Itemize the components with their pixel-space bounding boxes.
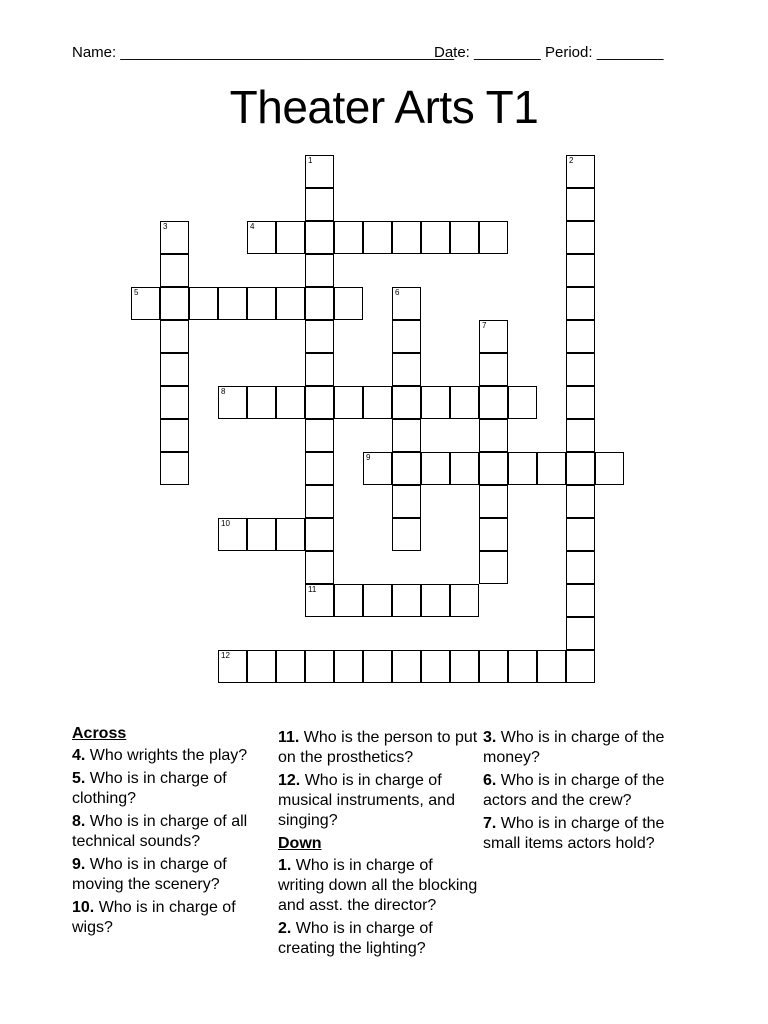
clue-text: Who is in charge of the small items actors hold? xyxy=(483,815,665,852)
grid-cell[interactable] xyxy=(508,452,537,485)
clue-text: Who is the person to put on the prosthetics? xyxy=(278,729,478,766)
grid-cell[interactable] xyxy=(566,287,595,320)
grid-cell[interactable] xyxy=(363,221,392,254)
grid-cell[interactable] xyxy=(363,386,392,419)
clue-number: 12 xyxy=(221,651,230,660)
grid-cell[interactable] xyxy=(276,221,305,254)
grid-cell[interactable] xyxy=(305,386,334,419)
grid-cell[interactable] xyxy=(479,221,508,254)
clue-number: 1 xyxy=(308,156,313,165)
clue-number: 10 xyxy=(221,519,230,528)
grid-cell[interactable] xyxy=(305,650,334,683)
grid-cell[interactable] xyxy=(392,452,421,485)
across-heading: Across xyxy=(72,725,127,742)
grid-cell[interactable] xyxy=(247,518,276,551)
grid-cell[interactable] xyxy=(160,353,189,386)
clue-number: 4 xyxy=(250,222,255,231)
clue-number-label: 1. xyxy=(278,857,292,874)
grid-cell[interactable] xyxy=(218,386,247,419)
grid-cell[interactable] xyxy=(305,287,334,320)
clue-number-label: 10. xyxy=(72,899,95,916)
clue-text: Who is in charge of the actors and the crew? xyxy=(483,772,665,809)
grid-cell[interactable] xyxy=(334,650,363,683)
clue-number: 5 xyxy=(134,288,139,297)
clue-number-label: 6. xyxy=(483,772,497,789)
grid-cell[interactable] xyxy=(566,386,595,419)
grid-cell[interactable] xyxy=(392,320,421,353)
grid-cell[interactable] xyxy=(479,650,508,683)
grid-cell[interactable] xyxy=(276,287,305,320)
grid-cell[interactable] xyxy=(160,452,189,485)
period-field-label[interactable]: Period: ________ xyxy=(545,44,664,61)
clue-number: 6 xyxy=(395,288,400,297)
grid-cell[interactable] xyxy=(305,353,334,386)
clue-number: 7 xyxy=(482,321,487,330)
grid-cell[interactable] xyxy=(450,650,479,683)
grid-cell[interactable] xyxy=(566,221,595,254)
clue-text: Who is in charge of the money? xyxy=(483,729,665,766)
grid-cell[interactable] xyxy=(566,155,595,188)
grid-cell[interactable] xyxy=(392,353,421,386)
grid-cell[interactable] xyxy=(247,650,276,683)
grid-cell[interactable] xyxy=(305,452,334,485)
clue-text: Who is in charge of musical instruments, and singing? xyxy=(278,772,455,829)
grid-cell[interactable] xyxy=(421,650,450,683)
clue xyxy=(72,769,262,809)
name-field-label[interactable]: Name: ________________________________________ xyxy=(72,44,455,61)
grid-cell[interactable] xyxy=(392,221,421,254)
grid-cell[interactable] xyxy=(479,485,508,518)
grid-cell[interactable] xyxy=(537,650,566,683)
grid-cell[interactable] xyxy=(508,650,537,683)
grid-cell[interactable] xyxy=(566,254,595,287)
clue-text: Who is in charge of wigs? xyxy=(72,899,236,936)
clue xyxy=(483,728,683,768)
grid-cell[interactable] xyxy=(595,452,624,485)
grid-cell[interactable] xyxy=(479,353,508,386)
clue-number: 11 xyxy=(308,585,317,594)
grid-cell[interactable] xyxy=(218,650,247,683)
grid-cell[interactable] xyxy=(392,419,421,452)
grid-cell[interactable] xyxy=(305,485,334,518)
grid-cell[interactable] xyxy=(160,419,189,452)
grid-cell[interactable] xyxy=(566,650,595,683)
clue-text: Who is in charge of creating the lighting? xyxy=(278,920,433,957)
clue xyxy=(72,855,262,895)
clue-number-label: 9. xyxy=(72,856,86,873)
clue xyxy=(278,919,478,959)
grid-cell[interactable] xyxy=(392,584,421,617)
grid-cell[interactable] xyxy=(450,584,479,617)
grid-cell[interactable] xyxy=(566,551,595,584)
date-field-label[interactable]: Date: ________ xyxy=(434,44,541,61)
grid-cell[interactable] xyxy=(305,155,334,188)
grid-cell[interactable] xyxy=(392,650,421,683)
grid-cell[interactable] xyxy=(392,518,421,551)
grid-cell[interactable] xyxy=(305,584,334,617)
clue-text: Who is in charge of writing down all the blocking and asst. the director? xyxy=(278,857,478,914)
grid-cell[interactable] xyxy=(160,287,189,320)
clue-text: Who wrights the play? xyxy=(85,747,248,764)
clue xyxy=(72,812,262,852)
clues-column-1 xyxy=(72,724,262,941)
grid-cell[interactable] xyxy=(479,419,508,452)
grid-cell[interactable] xyxy=(305,188,334,221)
clue-number-label: 4. xyxy=(72,747,86,764)
clue xyxy=(72,898,262,938)
grid-cell[interactable] xyxy=(479,518,508,551)
grid-cell[interactable] xyxy=(566,353,595,386)
grid-cell[interactable] xyxy=(363,584,392,617)
clue-text: Who is in charge of all technical sounds? xyxy=(72,813,248,850)
clue-number-label: 3. xyxy=(483,729,497,746)
grid-cell[interactable] xyxy=(334,584,363,617)
clue-number: 8 xyxy=(221,387,226,396)
clue-number-label: 7. xyxy=(483,815,497,832)
clue-text: Who is in charge of moving the scenery? xyxy=(72,856,227,893)
clue xyxy=(483,814,683,854)
grid-cell[interactable] xyxy=(334,221,363,254)
grid-cell[interactable] xyxy=(218,518,247,551)
grid-cell[interactable] xyxy=(392,287,421,320)
grid-cell[interactable] xyxy=(305,419,334,452)
grid-cell[interactable] xyxy=(160,221,189,254)
grid-cell[interactable] xyxy=(131,287,160,320)
grid-cell[interactable] xyxy=(421,452,450,485)
grid-cell[interactable] xyxy=(334,287,363,320)
grid-cell[interactable] xyxy=(537,452,566,485)
clue-number: 9 xyxy=(366,453,371,462)
grid-cell[interactable] xyxy=(276,386,305,419)
clue xyxy=(72,746,262,766)
grid-cell[interactable] xyxy=(479,452,508,485)
clue-text: Who is in charge of clothing? xyxy=(72,770,227,807)
clues-column-3 xyxy=(483,728,683,857)
grid-cell[interactable] xyxy=(450,452,479,485)
grid-cell[interactable] xyxy=(566,485,595,518)
grid-cell[interactable] xyxy=(450,221,479,254)
grid-cell[interactable] xyxy=(508,386,537,419)
clues-column-2 xyxy=(278,728,478,962)
grid-cell[interactable] xyxy=(450,386,479,419)
clue xyxy=(278,771,478,831)
grid-cell[interactable] xyxy=(392,386,421,419)
grid-cell[interactable] xyxy=(305,221,334,254)
grid-cell[interactable] xyxy=(247,221,276,254)
grid-cell[interactable] xyxy=(566,617,595,650)
clue-number-label: 2. xyxy=(278,920,292,937)
clue-number-label: 5. xyxy=(72,770,86,787)
grid-cell[interactable] xyxy=(566,419,595,452)
grid-cell[interactable] xyxy=(276,518,305,551)
clue xyxy=(278,728,478,768)
grid-cell[interactable] xyxy=(363,650,392,683)
grid-cell[interactable] xyxy=(276,650,305,683)
grid-cell[interactable] xyxy=(247,287,276,320)
grid-cell[interactable] xyxy=(566,584,595,617)
grid-cell[interactable] xyxy=(218,287,247,320)
grid-cell[interactable] xyxy=(160,386,189,419)
grid-cell[interactable] xyxy=(479,386,508,419)
grid-cell[interactable] xyxy=(421,386,450,419)
clue xyxy=(483,771,683,811)
grid-cell[interactable] xyxy=(566,452,595,485)
grid-cell[interactable] xyxy=(479,320,508,353)
grid-cell[interactable] xyxy=(247,386,276,419)
down-heading: Down xyxy=(278,835,322,852)
grid-cell[interactable] xyxy=(334,386,363,419)
grid-cell[interactable] xyxy=(479,551,508,584)
grid-cell[interactable] xyxy=(566,518,595,551)
grid-cell[interactable] xyxy=(421,584,450,617)
grid-cell[interactable] xyxy=(160,320,189,353)
clue-number: 3 xyxy=(163,222,168,231)
grid-cell[interactable] xyxy=(421,221,450,254)
grid-cell[interactable] xyxy=(189,287,218,320)
grid-cell[interactable] xyxy=(305,551,334,584)
clue-number-label: 12. xyxy=(278,772,301,789)
grid-cell[interactable] xyxy=(566,188,595,221)
grid-cell[interactable] xyxy=(363,452,392,485)
grid-cell[interactable] xyxy=(305,518,334,551)
grid-cell[interactable] xyxy=(566,320,595,353)
clue-number-label: 11. xyxy=(278,729,300,746)
grid-cell[interactable] xyxy=(305,254,334,287)
clue-number: 2 xyxy=(569,156,574,165)
clue xyxy=(278,856,478,916)
grid-cell[interactable] xyxy=(160,254,189,287)
page-title: Theater Arts T1 xyxy=(229,81,539,133)
grid-cell[interactable] xyxy=(305,320,334,353)
clue-number-label: 8. xyxy=(72,813,86,830)
grid-cell[interactable] xyxy=(392,485,421,518)
